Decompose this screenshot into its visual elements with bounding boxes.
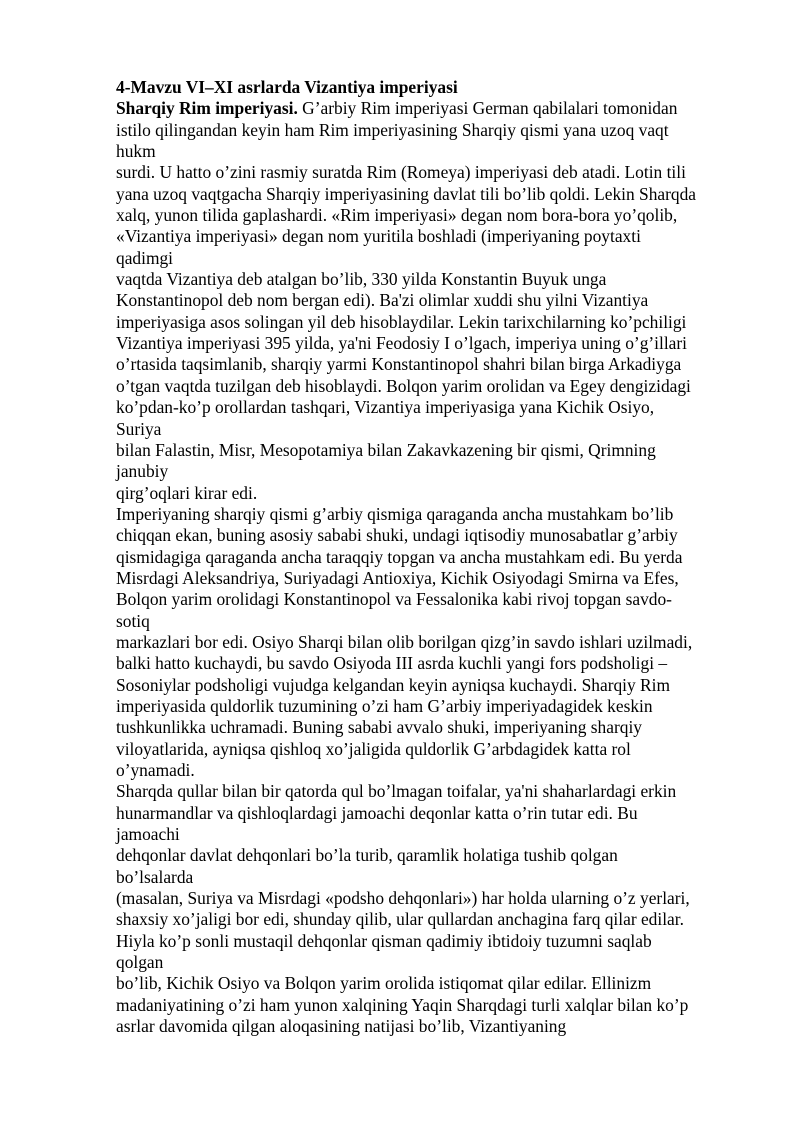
text-line: bo’lsalarda (116, 866, 194, 887)
text-line: o’ynamadi. (116, 760, 195, 780)
text-line: o’tgan vaqtda tuzilgan deb hisoblaydi. Bolqon yarim orolidan va Egey dengizidagi (116, 375, 691, 396)
text-line: surdi. U hatto o’zini rasmiy suratda Rim (Romeya) imperiyasi deb atadi. Lotin tili (116, 162, 686, 183)
text-line: qadimgi (116, 247, 173, 268)
text-line: Konstantinopol deb nom bergan edi). Ba'zi olimlar xuddi shu yilni Vizantiya (116, 290, 649, 311)
text-line: janubiy (116, 461, 169, 482)
text-line: Sosoniylar podsholigi vujudga kelgandan keyin ayniqsa kuchaydi. Sharqiy Rim (116, 674, 671, 695)
text-line: chiqqan ekan, buning asosiy sababi shuki, undagi iqtisodiy munosabatlar g’arbiy (116, 525, 678, 546)
text-line: ko’pdan-ko’p orollardan tashqari, Vizantiya imperiyasiga yana Kichik Osiyo, (116, 397, 655, 418)
text-line: Hiyla ko’p sonli mustaqil dehqonlar qisman qadimiy ibtidoiy tuzumni saqlab (116, 930, 652, 951)
text-line: bo’lib, Kichik Osiyo va Bolqon yarim orolida istiqomat qilar edilar. Ellinizm (116, 973, 652, 994)
text-line: vaqtda Vizantiya deb atalgan bo’lib, 330 yilda Konstantin Buyuk unga (116, 269, 607, 290)
text-line: qolgan (116, 952, 164, 973)
text-line: qirg’oqlari kirar edi. (116, 482, 258, 503)
text-line: balki hatto kuchaydi, bu savdo Osiyoda III asrda kuchli yangi fors podsholigi – (116, 653, 668, 674)
text-line: Sharqda qullar bilan bir qatorda qul bo’lmagan toifalar, ya'ni shaharlardagi erkin (116, 781, 677, 802)
text-line: jamoachi (116, 824, 180, 845)
text-line: imperiyasida quldorlik tuzumining o’zi ham G’arbiy imperiyadagidek keskin (116, 695, 653, 716)
text-line: sotiq (116, 610, 150, 631)
text-line: Bolqon yarim orolidagi Konstantinopol va Fessalonika kabi rivoj topgan savdo- (116, 589, 672, 610)
text-line: Vizantiya imperiyasi 395 yilda, ya'ni Feodosiy I o’lgach, imperiya uning o’g’illari (116, 333, 688, 354)
text-line: markazlari bor edi. Osiyo Sharqi bilan olib borilgan qizg’in savdo ishlari uzilmadi, (116, 631, 693, 652)
text-line: (masalan, Suriya va Misrdagi «podsho dehqonlari») har holda ularning o’z yerlari, (116, 888, 690, 909)
text-line: madaniyatining o’zi ham yunon xalqining Yaqin Sharqdagi turli xalqlar bilan ko’p (116, 994, 689, 1015)
text-line: bilan Falastin, Misr, Mesopotamiya bilan Zakavkazening bir qismi, Qrimning (116, 439, 656, 460)
document-title: 4-Mavzu VI–XI asrlarda Vizantiya imperiyasi (116, 77, 458, 97)
text-line (116, 98, 756, 119)
text-line: imperiyasiga asos solingan yil deb hisoblaydilar. Lekin tarixchilarning ko’pchiligi (116, 311, 687, 332)
text-line: Suriya (116, 418, 162, 439)
text-line: viloyatlarida, ayniqsa qishloq xo’jaligida quldorlik G’arbdagidek katta rol (116, 738, 631, 759)
text-line: Misrdagi Aleksandriya, Suriyadagi Antioxiya, Kichik Osiyodagi Smirna va Efes, (116, 567, 679, 588)
text-line-content: G’arbiy Rim imperiyasi German qabilalari tomonidan (297, 98, 678, 119)
text-line: hukm (116, 141, 156, 162)
document-page (116, 77, 756, 1037)
text-line: hunarmandlar va qishloqlardagi jamoachi deqonlar katta o’rin tutar edi. Bu (116, 802, 638, 823)
text-line: «Vizantiya imperiyasi» degan nom yuritila boshladi (imperiyaning poytaxti (116, 226, 641, 247)
text-line: tushkunlikka uchramadi. Buning sababi avvalo shuki, imperiyaning sharqiy (116, 717, 642, 738)
text-line: dehqonlar davlat dehqonlari bo’la turib, qaramlik holatiga tushib qolgan (116, 845, 618, 866)
text-line: qismidagiga qaraganda ancha taraqqiy topgan va ancha mustahkam edi. Bu yerda (116, 546, 683, 567)
text-line: yana uzoq vaqtgacha Sharqiy imperiyasining davlat tili bo’lib qoldi. Lekin Sharqda (116, 183, 697, 204)
text-line: asrlar davomida qilgan aloqasining natijasi bo’lib, Vizantiyaning (116, 1016, 567, 1037)
text-line: shaxsiy xo’jaligi bor edi, shunday qilib, ular qullardan anchagina farq qilar edilar. (116, 909, 684, 930)
text-line: o’rtasida taqsimlanib, sharqiy yarmi Konstantinopol shahri bilan birga Arkadiyga (116, 354, 682, 375)
text-line: istilo qilingandan keyin ham Rim imperiyasining Sharqiy qismi yana uzoq vaqt (116, 119, 669, 140)
text-line: xalq, yunon tilida gaplashardi. «Rim imperiyasi» degan nom bora-bora yo’qolib, (116, 205, 678, 226)
body-text (116, 120, 756, 1038)
text-line: Imperiyaning sharqiy qismi g’arbiy qismiga qaraganda ancha mustahkam bo’lib (116, 503, 674, 524)
section-heading: Sharqiy Rim imperiyasi. (116, 98, 298, 119)
